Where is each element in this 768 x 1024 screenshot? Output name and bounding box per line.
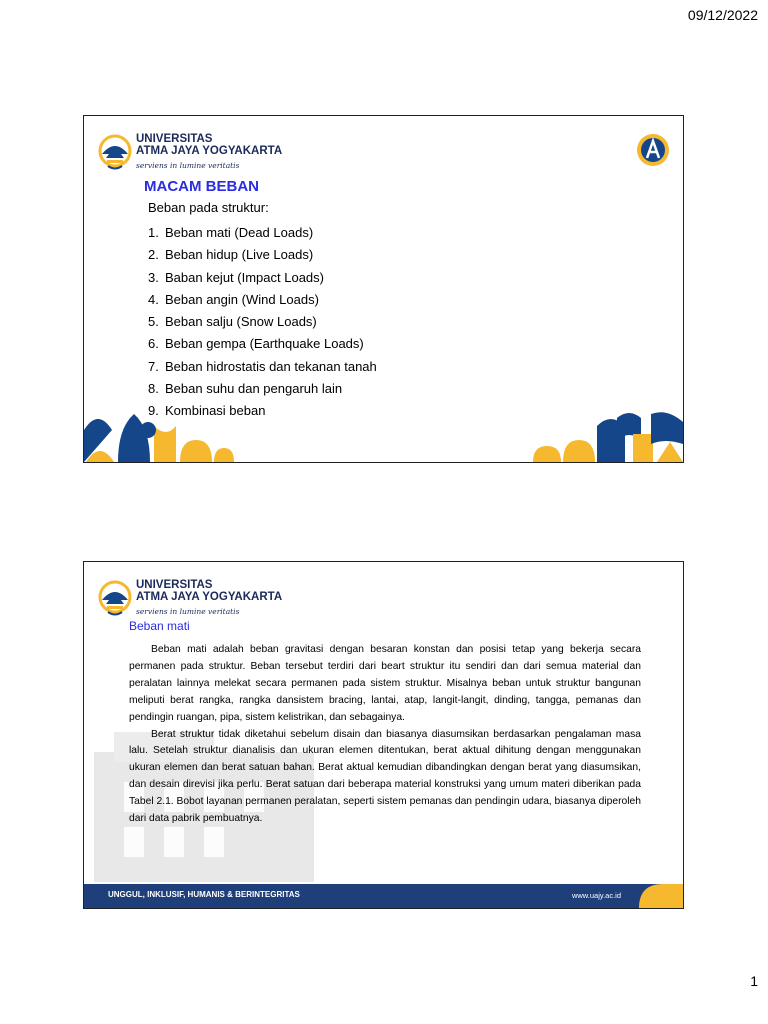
university-motto: serviens in lumine veritatis [136, 161, 240, 170]
list-item: 4. Beban angin (Wind Loads) [148, 291, 319, 307]
list-item: 6. Beban gempa (Earthquake Loads) [148, 336, 364, 352]
slide-footer [84, 884, 683, 908]
list-item: 1. Beban mati (Dead Loads) [148, 225, 314, 240]
print-date: 09/12/2022 [687, 7, 758, 23]
paragraph: Beban mati adalah beban gravitasi dengan besaran konstan dan posisi tetap yang bekerja secara permanen pada struktur. Beban tersebut terdiri dari beart struktur itu sendiri dan dari semua material dan peralatan lainnya melekat secara permanen pada sistem struktur. Misalnya beban untuk struktur bangunan meliputi berat rangka, rangka dansistem bracing, lantai, atap, langit-langit, dinding, tangga, pemanas dan pendingin ruangan, pipa, sistem kelistrikan, dan sebagainya. [129, 644, 641, 723]
slide-title: Beban mati [129, 619, 190, 633]
list-item: 2. Beban hidup (Live Loads) [148, 247, 314, 263]
university-logo [98, 134, 298, 174]
university-motto: serviens in lumine veritatis [136, 607, 240, 616]
slide-macam-beban [83, 115, 684, 463]
page-number: 1 [750, 973, 758, 989]
list-item: 9. Kombinasi beban [148, 403, 266, 419]
decorative-pattern-right [533, 410, 683, 462]
paragraph: Berat struktur tidak diketahui sebelum disain dan biasanya diasumsikan berdasarkan pengalaman masa lalu. Setelah struktur dianalisis dan ukuran elemen ditentukan, berat aktual dihitung dengan menggunakan ukuran elemen dan berat satuan bahan. Berat aktual kemudian dibandingkan dengan berat yang diasumsikan, dan desain direvisi jika perlu. Berat satuan dari beberapa material konstruksi yang umum materi diberikan pada Tabel 2.1. Bobot layanan permanen peralatan, seperti sistem pemanas dan pendingin udara, biasanya diperoleh dari data pabrik pembuatnya. [129, 728, 641, 825]
footer-accent-shape [639, 884, 683, 908]
list-item: 5. Beban salju (Snow Loads) [148, 314, 317, 330]
list-item: 3. Baban kejut (Impact Loads) [148, 269, 324, 285]
university-name: UNIVERSITAS ATMA JAYA YOGYAKARTA [136, 133, 283, 157]
list-item: 8. Beban suhu dan pengaruh lain [148, 381, 343, 397]
footer-website: www.uajy.ac.id [571, 891, 621, 900]
slide-intro: Beban pada struktur: [148, 200, 269, 215]
university-logo [98, 580, 298, 620]
university-name: UNIVERSITAS ATMA JAYA YOGYAKARTA [136, 579, 283, 603]
uajy-emblem-icon [98, 134, 132, 172]
list-item: 7. Beban hidrostatis dan tekanan tanah [148, 358, 377, 374]
slide-beban-mati [83, 561, 684, 909]
slide-title: MACAM BEBAN [144, 178, 259, 195]
slide-body-text [129, 642, 641, 828]
accreditation-badge-icon [635, 132, 671, 168]
load-types-list [148, 222, 377, 423]
uajy-emblem-icon [98, 580, 132, 618]
footer-tagline: UNGGUL, INKLUSIF, HUMANIS & BERINTEGRITAS [108, 890, 300, 899]
decorative-pattern-left [84, 410, 234, 462]
